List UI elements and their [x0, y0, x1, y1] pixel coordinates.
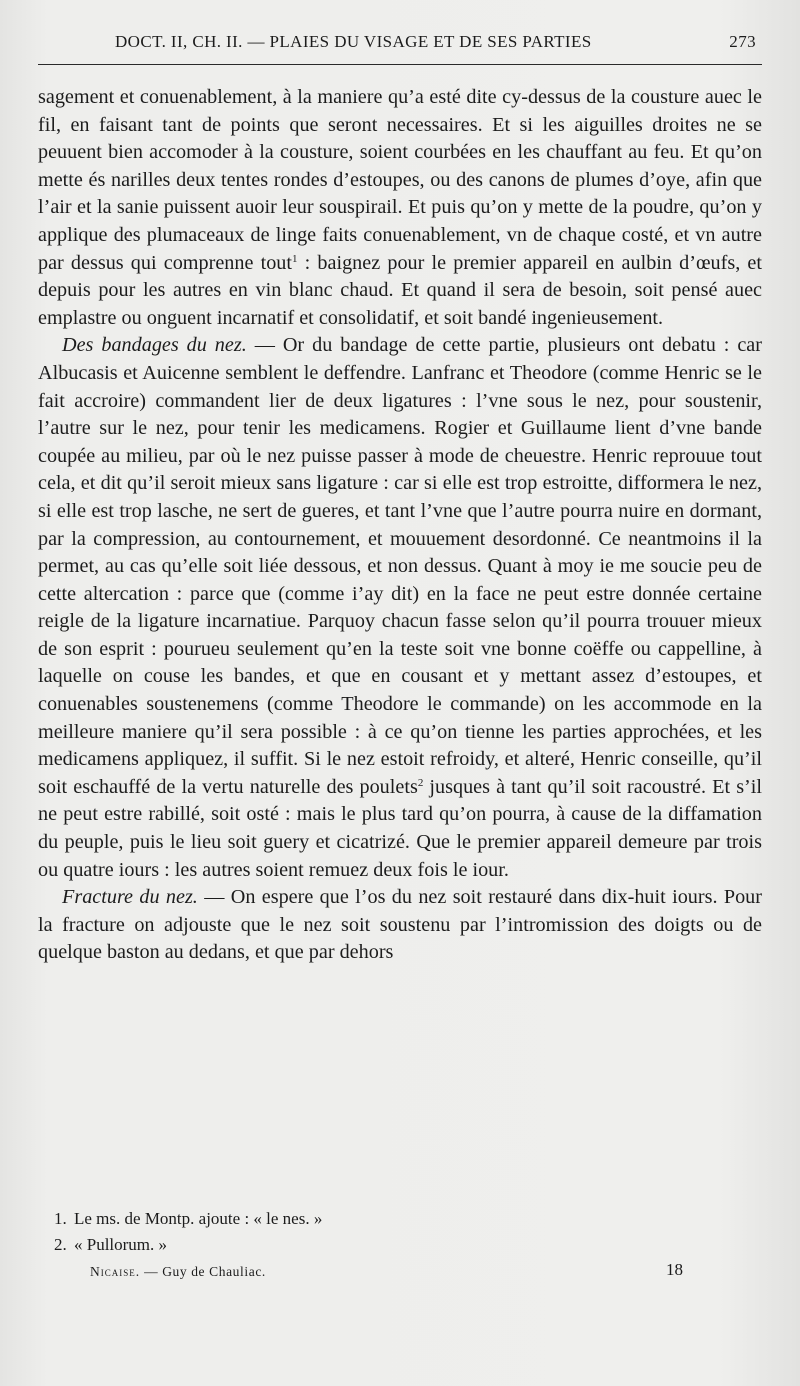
paragraph-bandages — [38, 332, 762, 884]
footnote-2-number: 2. — [54, 1235, 67, 1254]
footnote-ref-1: 1 — [292, 252, 298, 265]
footnote-ref-2: 2 — [417, 776, 424, 789]
paragraph-bandages-text: — Or du bandage de cette partie, plusieurs ont debatu : car Albucasis et Auicenne semblent le deffendre. Lanfranc et Theodore (comme Henric se le fait accroire) commandent lier de deux ligatures : l’vne sous le nez, pour soustenir, l’autre sur le nez, pour tenir les medicamens. Rogier et Guillaume lient d’vne bande coupée au milieu, par où le nez puisse passer à mode de cheuestre. Henric reprouue tout cela, et dit qu’il seroit mieux sans ligature : car si elle est trop estroitte, difformera le nez, si elle est trop lasche, ne sert de gueres, et tant l’vne que l’autre pourra nuire en dormant, par la compression, au contournement, et mouuement desordonné. Ce neantmoins il la permet, au cas qu’elle soit liée dessous, et non dessus. Quant à moy ie me soucie peu de cette altercation : parce que (comme i’ay dit) en la face ne peut estre donnée certaine reigle de la ligature incarnatiue. Parquoy chacun fasse selon qu’il pourra trouuer mieux de son esprit : pourueu seulement qu’en la teste soit vne bonne coëffe ou cappelline, à laquelle on couse les bandes, et que en cousant et y mettant assez d’estoupes, et conuenables soustenemens (comme Theodore le commande) on les accommode en la meilleure maniere qu’il sera possible : à ce qu’on tienne les parties approchées, et les medicamens appliquez, il suffit. Si le nez estoit refroidy, et alteré, Henric conseille, qu’il soit eschauffé de la vertu naturelle des poulets — [38, 334, 762, 798]
footer-dash: — — [140, 1264, 163, 1279]
paragraph-1 — [38, 84, 762, 332]
footnote-1 — [54, 1206, 754, 1232]
footnote-1-text: Le ms. de Montp. ajoute : « le nes. » — [74, 1209, 323, 1228]
footer-work: Guy de Chauliac. — [162, 1264, 266, 1279]
footnote-2-text: « Pullorum. » — [74, 1235, 168, 1254]
paragraph-1-end: : baignez pour le premier appareil en aulbin d’œufs, et depuis pour les autres en vin blanc chaud. Et quand il sera de besoin, soit pensé auec emplastre ou onguent incarnatif et consolidatif, et soit bandé ingenieusement. — [38, 251, 762, 329]
section-heading-bandages: Des bandages du nez. — [62, 334, 247, 357]
section-heading-fracture: Fracture du nez. — [62, 886, 198, 909]
footnote-2 — [54, 1232, 754, 1258]
running-head-title: DOCT. II, CH. II. — PLAIES DU VISAGE ET DE SES PARTIES — [115, 32, 592, 51]
footnote-1-number: 1. — [54, 1209, 67, 1228]
header-rule — [38, 64, 762, 65]
footer-author: Nicaise. — [90, 1264, 141, 1279]
footnotes — [54, 1206, 754, 1258]
signature-mark: 18 — [666, 1260, 683, 1279]
paragraph-bandages-end: jusques à tant qu’il soit racoustré. Et s’il ne peut estre rabillé, soit osté : mais le plus tard qu’on pourra, à cause de la diffamation du peuple, puis le lieu soit guery et cicatrizé. Que le premier appareil demeure par trois ou quatre iours : les autres soient remuez deux fois le iour. — [38, 775, 762, 881]
paragraph-1-text: sagement et conuenablement, à la maniere qu’a esté dite cy-dessus de la cousture auec le fil, en faisant tant de points que seront necessaires. Et si les aiguilles droites ne se peuuent bien accomoder à la cousture, soient courbées en les chauffant au feu. Et qu’on mette és narilles deux tentes rondes d’estoupes, ou des canons de plumes d’oye, afin que l’air et la sanie puissent auoir leur souspirail. Et puis qu’on y mette de la poudre, qu’on y applique des plumaceaux de linge faits conuenablement, vn de chaque costé, et vn autre par dessus qui comprenne tout — [38, 86, 762, 274]
main-text — [38, 84, 762, 967]
page-number: 273 — [729, 32, 756, 51]
running-head — [38, 28, 760, 58]
paragraph-fracture — [38, 884, 762, 967]
footer-signature-line — [90, 1264, 266, 1280]
paragraph-fracture-text: — On espere que l’os du nez soit restauré dans dix-huit iours. Pour la fracture on adjouste que le nez soit soustenu par l’intromission des doigts ou de quelque baston au dedans, et que par dehors — [38, 886, 762, 964]
